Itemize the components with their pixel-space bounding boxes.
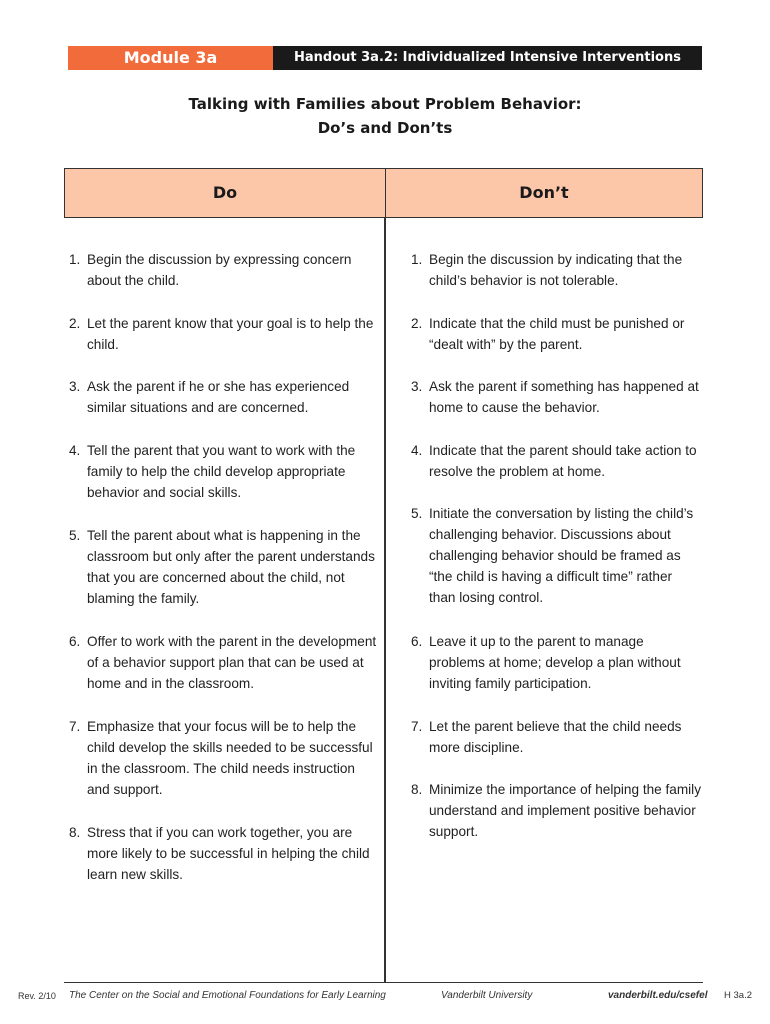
do-item [69,440,379,503]
column-divider [384,218,386,983]
dont-item [411,631,701,694]
dont-item [411,716,701,758]
dont-item-number: 1. [411,252,423,267]
do-item-number: 5. [69,528,81,543]
dont-item [411,376,701,418]
dont-item-text: Indicate that the child must be punished or “dealt with” by the parent. [429,316,685,352]
do-item-number: 2. [69,316,81,331]
footer-organization: The Center on the Social and Emotional Foundations for Early Learning [69,990,386,1001]
dont-item [411,440,701,482]
do-item [69,716,379,800]
do-item-number: 3. [69,379,81,394]
revision-date: Rev. 2/10 [18,991,56,1001]
do-item-number: 4. [69,443,81,458]
footer-rule [64,982,703,983]
do-item-number: 6. [69,634,81,649]
module-label: Module 3a [68,46,273,70]
footer-website: vanderbilt.edu/csefel [608,990,708,1001]
dont-item-number: 6. [411,634,423,649]
handout-code: H 3a.2 [724,990,752,1001]
do-item [69,525,379,609]
do-item-text: Tell the parent about what is happening in the classroom but only after the parent understands that you are concerned about the child, not blaming the family. [87,528,375,606]
dont-item [411,503,701,608]
do-item [69,822,379,885]
dont-item-text: Leave it up to the parent to manage problems at home; develop a plan without inviting family participation. [429,634,681,691]
column-header-dont: Don’t [385,168,703,218]
do-item-text: Ask the parent if he or she has experienced similar situations and are concerned. [87,379,350,415]
dont-item-number: 5. [411,506,423,521]
dont-item [411,313,701,355]
dont-item-number: 2. [411,316,423,331]
do-item [69,376,379,418]
do-item-text: Begin the discussion by expressing concern about the child. [87,252,352,288]
dont-item-text: Begin the discussion by indicating that the child’s behavior is not tolerable. [429,252,683,288]
do-item-text: Tell the parent that you want to work with the family to help the child develop appropriate behavior and social skills. [87,443,356,500]
dont-item-number: 3. [411,379,423,394]
dont-item [411,249,701,291]
column-header-do: Do [64,168,386,218]
do-item [69,313,379,355]
dont-item-text: Indicate that the parent should take action to resolve the problem at home. [429,443,697,479]
do-item-text: Emphasize that your focus will be to help the child develop the skills needed to be successful in the classroom. The child needs instruction and support. [87,719,373,797]
dont-item-text: Initiate the conversation by listing the child’s challenging behavior. Discussions about challenging behavior should be framed as “the child is having a difficult time” rather than losing control. [429,506,694,605]
dont-item-number: 8. [411,782,423,797]
do-item [69,631,379,694]
do-item-text: Stress that if you can work together, you are more likely to be successful in helping the child learn new skills. [87,825,370,882]
dont-item [411,779,701,842]
dont-item-text: Ask the parent if something has happened at home to cause the behavior. [429,379,699,415]
footer-university: Vanderbilt University [441,990,533,1001]
dont-item-text: Minimize the importance of helping the family understand and implement positive behavior support. [429,782,702,839]
do-item-number: 1. [69,252,81,267]
page-title-line1: Talking with Families about Problem Behavior: [188,95,582,113]
dont-item-number: 4. [411,443,423,458]
do-item-text: Offer to work with the parent in the development of a behavior support plan that can be used at home and in the classroom. [87,634,377,691]
dont-item-text: Let the parent believe that the child needs more discipline. [429,719,682,755]
page-title-line2: Do’s and Don’ts [317,119,453,137]
do-item-text: Let the parent know that your goal is to help the child. [87,316,374,352]
do-item [69,249,379,291]
handout-title: Handout 3a.2: Individualized Intensive Interventions [273,46,702,70]
do-item-number: 7. [69,719,81,734]
do-item-number: 8. [69,825,81,840]
dont-item-number: 7. [411,719,423,734]
